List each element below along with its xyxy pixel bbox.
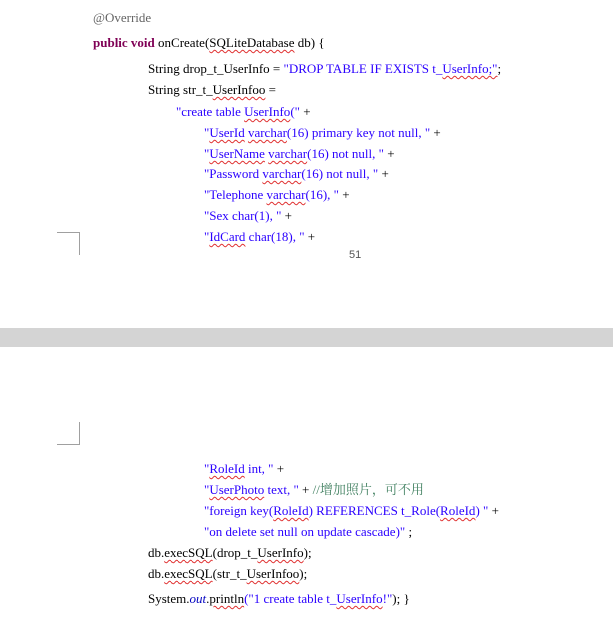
telephone-plus: +	[338, 187, 350, 202]
code-line-exec-drop	[135, 529, 312, 560]
exec-drop-arg-tail: UserInfo	[257, 545, 304, 560]
userid-constraint: (16) primary key not null, "	[286, 125, 431, 140]
on-delete-string: "on delete set null on update cascade)"	[204, 524, 406, 539]
println-dot: .	[206, 591, 210, 606]
code-line-on-delete	[191, 508, 413, 539]
println-string: ("1 create table t_	[244, 591, 337, 606]
telephone-size: (16), "	[305, 187, 339, 202]
password-column: "Password	[204, 166, 263, 181]
exec-create-method: execSQL	[164, 566, 213, 581]
create-table-plus: +	[299, 104, 311, 119]
create-decl-var: UserInfoo	[212, 82, 266, 97]
page-corner-mark-top-left	[57, 422, 80, 445]
userphoto-quote: "	[204, 482, 210, 497]
idcard-type: char(18), "	[245, 229, 305, 244]
username-quote: "	[204, 146, 210, 161]
code-line-userphoto	[191, 466, 424, 497]
userphoto-comment: //增加照片，可不用	[312, 482, 424, 497]
code-line-roleid	[191, 445, 285, 476]
code-line-sex	[191, 192, 292, 223]
create-table-name: UserInfo	[244, 104, 291, 119]
exec-create-arg-tail: UserInfoo	[246, 566, 300, 581]
drop-decl-string-tail: UserInfo;"	[442, 61, 498, 76]
userphoto-plus: +	[298, 482, 313, 497]
password-constraint: (16) not null, "	[301, 166, 379, 181]
exec-drop-arg: (drop_t_	[212, 545, 258, 560]
userphoto-column: UserPhoto	[209, 482, 265, 497]
println-system: System.	[148, 591, 190, 606]
exec-create-end: );	[299, 566, 308, 581]
username-type: varchar	[268, 146, 308, 161]
drop-decl-end: ;	[497, 61, 502, 76]
println-string-end: !"	[382, 591, 393, 606]
code-line-telephone	[191, 171, 350, 202]
foreign-key-plus: +	[488, 503, 499, 518]
roleid-plus: +	[273, 461, 285, 476]
username-plus: +	[383, 146, 395, 161]
foreign-key-ref-column: RoleId	[440, 503, 476, 518]
code-line-idcard	[191, 213, 316, 244]
roleid-column: RoleId	[209, 461, 245, 476]
code-line-println	[135, 575, 410, 606]
page-number: 51	[349, 249, 362, 261]
userphoto-type: text, "	[264, 482, 299, 497]
code-line-username	[191, 130, 395, 161]
exec-drop-method: execSQL	[164, 545, 213, 560]
document-page-bottom	[0, 347, 613, 606]
exec-create-obj: db.	[148, 566, 165, 581]
exec-drop-obj: db.	[148, 545, 165, 560]
exec-create-arg: (str_t_	[212, 566, 247, 581]
method-signature-rest: db) {	[294, 35, 325, 50]
code-line-create-table	[163, 88, 311, 119]
code-line-password	[191, 150, 389, 181]
method-keyword: public void	[93, 35, 155, 50]
create-decl-text: String str_t_	[148, 82, 213, 97]
userid-column: UserId	[209, 125, 245, 140]
idcard-quote: "	[204, 229, 210, 244]
password-type: varchar	[262, 166, 302, 181]
param-type: SQLiteDatabase	[209, 35, 295, 50]
code-line-foreign-key	[191, 487, 499, 518]
code-line-create-decl	[135, 66, 276, 97]
code-line-annotation	[80, 0, 152, 25]
username-column: UserName	[209, 146, 265, 161]
telephone-type: varchar	[266, 187, 306, 202]
idcard-plus: +	[304, 229, 316, 244]
foreign-key-text: "foreign key(	[204, 503, 274, 518]
code-line-userid	[191, 109, 441, 140]
page-break-gap	[0, 328, 613, 347]
idcard-column: IdCard	[209, 229, 246, 244]
override-annotation: @Override	[93, 10, 152, 25]
username-constraint: (16) not null, "	[307, 146, 384, 161]
foreign-key-close: ) "	[475, 503, 489, 518]
userid-type: varchar	[247, 125, 287, 140]
code-line-exec-create	[135, 550, 308, 581]
create-decl-end: =	[265, 82, 276, 97]
userid-quote: "	[204, 125, 210, 140]
println-out-field: out	[189, 591, 207, 606]
password-plus: +	[378, 166, 389, 181]
create-table-paren: ("	[290, 104, 300, 119]
roleid-quote: "	[204, 461, 210, 476]
foreign-key-column: RoleId	[273, 503, 309, 518]
println-end: ); }	[392, 591, 410, 606]
drop-decl-string: "DROP TABLE IF EXISTS t_	[283, 61, 443, 76]
sex-plus: +	[281, 208, 292, 223]
code-line-drop-decl	[135, 45, 502, 76]
println-method: println	[209, 591, 245, 606]
on-delete-end: ;	[405, 524, 413, 539]
userid-plus: +	[430, 125, 441, 140]
drop-decl-text: String drop_t_UserInfo =	[148, 61, 284, 76]
telephone-column: "Telephone	[204, 187, 267, 202]
sex-column: "Sex char(1), "	[204, 208, 282, 223]
method-name: onCreate(	[158, 35, 210, 50]
create-table-string: "create table	[176, 104, 245, 119]
page-corner-mark-bottom-left	[57, 232, 80, 255]
foreign-key-references: ) REFERENCES t_Role(	[308, 503, 441, 518]
code-line-method-signature	[80, 19, 325, 50]
println-string-name: UserInfo	[336, 591, 383, 606]
roleid-type: int, "	[244, 461, 274, 476]
exec-drop-end: );	[303, 545, 312, 560]
